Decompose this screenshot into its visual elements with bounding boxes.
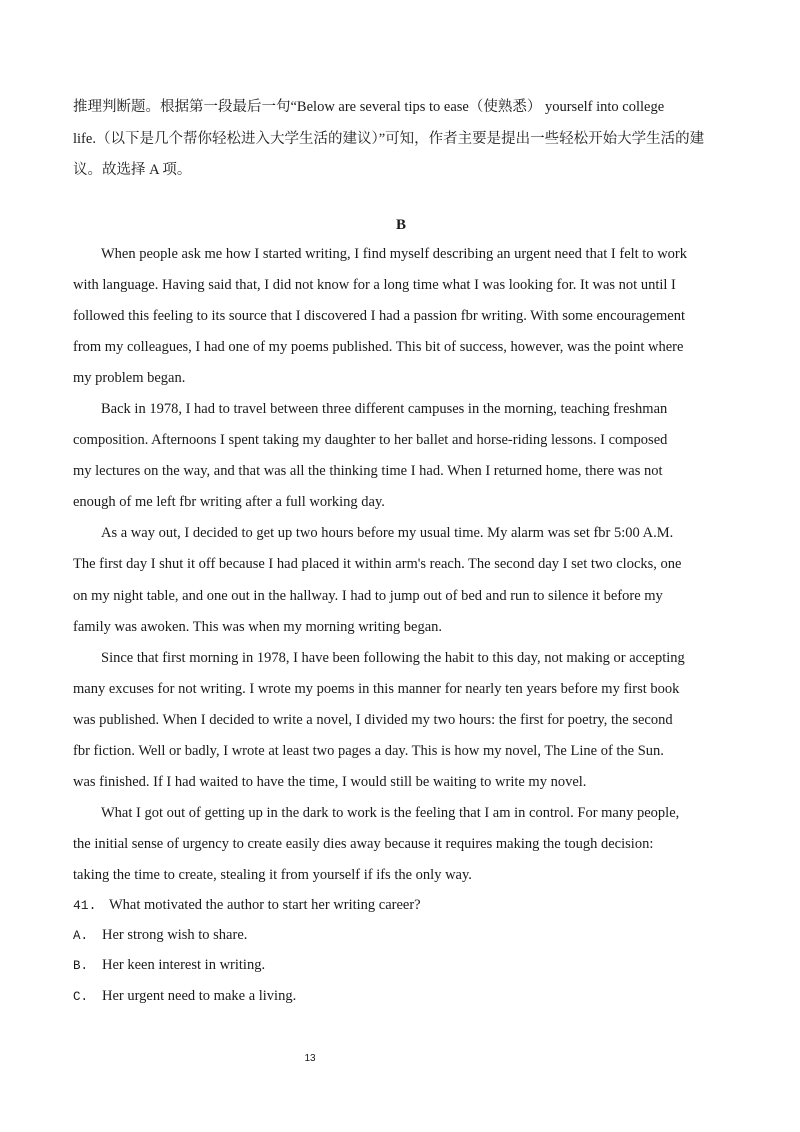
passage-line: my lectures on the way, and that was all the thinking time I had. When I returned home, there was not — [73, 463, 663, 480]
passage-line: fbr fiction. Well or badly, I wrote at least two pages a day. This is how my novel, The Line of the Sun. — [73, 743, 664, 759]
section-title: B — [395, 216, 406, 233]
question-stem — [73, 891, 729, 921]
passage-line: on my night table, and one out in the hallway. I had to jump out of bed and run to silence it before my — [73, 587, 663, 604]
explanation-line-3: 议。故选择 A 项。 — [73, 162, 192, 178]
passage-line: with language. Having said that, I did not know for a long time what I was looking for. It was not until I — [73, 276, 676, 293]
passage-line: The first day I shut it off because I had placed it within arm's reach. The second day I set two clocks, one — [73, 556, 682, 573]
passage-line: Since that first morning in 1978, I have been following the habit to this day, not making or accepting — [101, 649, 685, 666]
option-text: Her strong wish to share. — [102, 926, 248, 943]
option-a — [73, 921, 729, 952]
option-c — [73, 982, 729, 1013]
question-number: 41. — [73, 898, 97, 914]
passage-line: taking the time to create, stealing it from yourself if ifs the only way. — [73, 867, 472, 884]
answer-explanation — [73, 92, 729, 187]
passage-line: was finished. If I had waited to have the time, I would still be waiting to write my novel. — [73, 774, 587, 791]
passage-line: the initial sense of urgency to create easily dies away because it requires making the tough decision: — [73, 836, 654, 853]
question-text: What motivated the author to start her writing career? — [109, 897, 421, 914]
passage-line: was published. When I decided to write a novel, I divided my two hours: the first for poetry, the second — [73, 711, 673, 728]
page-number: 13 — [304, 1053, 316, 1064]
passage-line: enough of me left fbr writing after a full working day. — [73, 494, 385, 511]
document-page — [73, 92, 729, 1012]
passage-line: When people ask me how I started writing, I find myself describing an urgent need that I felt to work — [101, 245, 688, 262]
reading-passage — [73, 239, 729, 892]
option-text: Her urgent need to make a living. — [102, 987, 297, 1004]
option-letter: A. — [73, 928, 89, 943]
passage-line: composition. Afternoons I spent taking my daughter to her ballet and horse-riding lessons. I composed — [73, 432, 668, 449]
passage-line: As a way out, I decided to get up two hours before my usual time. My alarm was set fbr 5:00 A.M. — [101, 525, 674, 542]
explanation-line-2: life.（以下是几个帮你轻松进入大学生活的建议）”可知，作者主要是提出一些轻松开始大学生活的建 — [73, 130, 705, 147]
passage-line: family was awoken. This was when my morning writing began. — [73, 618, 443, 635]
option-letter: B. — [73, 959, 89, 974]
option-b — [73, 951, 729, 982]
option-text: Her keen interest in writing. — [102, 957, 266, 974]
passage-line: many excuses for not writing. I wrote my poems in this manner for nearly ten years before my first book — [73, 680, 680, 697]
passage-line: followed this feeling to its source that I discovered I had a passion fbr writing. With some encouragement — [73, 307, 686, 324]
option-letter: C. — [73, 989, 89, 1004]
passage-line: my problem began. — [73, 369, 186, 386]
passage-line: from my colleagues, I had one of my poems published. This bit of success, however, was the point where — [73, 338, 684, 355]
passage-line: Back in 1978, I had to travel between three different campuses in the morning, teaching freshman — [101, 400, 668, 417]
question-41 — [73, 891, 729, 1012]
passage-line: What I got out of getting up in the dark to work is the feeling that I am in control. For many people, — [101, 805, 680, 822]
explanation-line-1: 推理判断题。根据第一段最后一句“Below are several tips to ease（使熟悉） yourself into college — [73, 99, 665, 115]
